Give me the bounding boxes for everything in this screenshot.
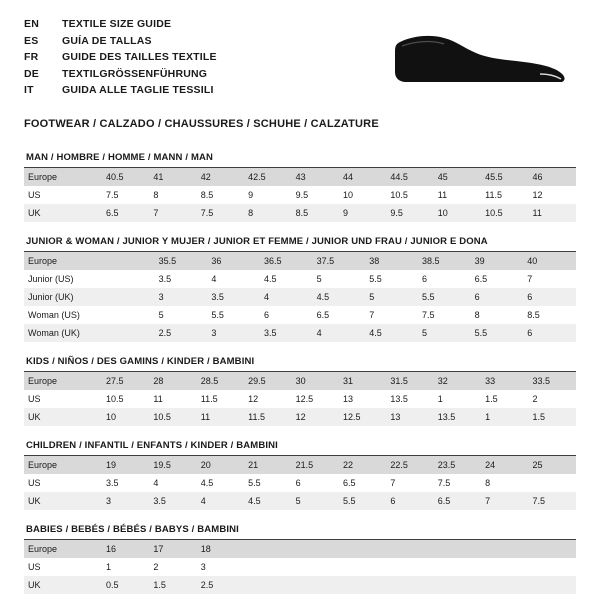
size-cell: 6.5 — [434, 492, 481, 510]
size-cell: 3.5 — [106, 478, 119, 488]
size-cell — [292, 576, 339, 594]
size-cell — [102, 270, 155, 288]
size-cell: 8.5 — [292, 204, 339, 222]
size-cell: 4 — [153, 478, 159, 488]
size-cell: 2 — [153, 562, 159, 572]
size-cell: 7 — [149, 204, 196, 222]
size-cell — [244, 576, 291, 594]
language-title: TEXTILE SIZE GUIDE — [62, 18, 172, 30]
size-cell: 28.5 — [197, 372, 244, 390]
row-label: Woman (UK) — [24, 324, 102, 342]
size-cell — [292, 558, 339, 576]
table-row — [24, 492, 576, 510]
table-row — [24, 168, 576, 186]
table-row — [24, 252, 576, 270]
size-cell: 21.5 — [292, 456, 339, 474]
language-code: DE — [24, 67, 39, 80]
size-cell: 6.5 — [316, 310, 330, 320]
size-cell — [529, 474, 576, 492]
size-cell: 3 — [102, 492, 149, 510]
language-title: GUIDE DES TAILLES TEXTILE — [62, 51, 217, 63]
size-cell: 18 — [197, 540, 244, 558]
size-cell: 32 — [434, 372, 481, 390]
size-cell: 7 — [481, 492, 528, 510]
size-cell: 1 — [481, 408, 528, 426]
language-row — [24, 66, 217, 83]
row-label: Europe — [24, 372, 102, 390]
size-cell: 33 — [481, 372, 528, 390]
size-cell: 38 — [365, 252, 418, 270]
size-cell: 6.5 — [342, 478, 356, 488]
size-cell — [102, 288, 155, 306]
size-cell — [434, 540, 481, 558]
size-cell — [102, 252, 155, 270]
row-label: US — [28, 478, 41, 488]
size-cell: 12 — [292, 408, 339, 426]
size-cell: 8 — [474, 310, 480, 320]
size-group-title: MAN / HOMBRE / HOMME / MANN / MAN — [24, 152, 576, 168]
size-cell: 5.5 — [248, 478, 261, 488]
size-cell — [386, 576, 433, 594]
row-label: Europe — [24, 252, 102, 270]
size-cell: 8.5 — [200, 190, 214, 200]
size-cell: 10 — [102, 408, 149, 426]
size-cell: 19 — [102, 456, 149, 474]
table-row — [24, 306, 576, 324]
size-cell — [434, 576, 481, 594]
row-label: Europe — [24, 540, 102, 558]
size-cell: 28 — [149, 372, 196, 390]
size-cell: 38.5 — [418, 252, 471, 270]
size-cell: 30 — [292, 372, 339, 390]
size-cell: 11 — [197, 408, 244, 426]
table-row — [24, 558, 576, 576]
size-cell: 29.5 — [244, 372, 291, 390]
size-cell: 6 — [523, 288, 576, 306]
size-cell — [529, 558, 576, 576]
size-cell: 6 — [263, 310, 269, 320]
size-cell: 43 — [292, 168, 339, 186]
size-cell — [292, 540, 339, 558]
row-label: US — [28, 562, 41, 572]
size-cell: 41 — [149, 168, 196, 186]
row-label: Europe — [24, 456, 102, 474]
size-cell: 4.5 — [244, 492, 291, 510]
size-cell: 7.5 — [197, 204, 244, 222]
size-table — [24, 252, 576, 342]
size-tables — [0, 152, 600, 594]
language-row — [24, 16, 217, 33]
size-cell — [481, 540, 528, 558]
size-cell: 3 — [200, 562, 206, 572]
size-cell: 4.5 — [263, 274, 277, 284]
size-cell: 6.5 — [102, 204, 149, 222]
size-cell: 5 — [316, 274, 322, 284]
size-cell: 7 — [390, 478, 396, 488]
size-cell: 3.5 — [149, 492, 196, 510]
size-cell: 8.5 — [527, 310, 540, 320]
language-title: GUÍA DE TALLAS — [62, 34, 152, 47]
size-group-title: BABIES / BEBÉS / BÉBÉS / BABYS / BAMBINI — [24, 524, 576, 540]
language-code: EN — [24, 18, 39, 30]
size-cell: 4.5 — [365, 324, 418, 342]
size-cell: 11.5 — [200, 394, 218, 404]
size-cell: 12 — [248, 394, 259, 404]
size-cell: 11 — [437, 190, 448, 200]
size-cell — [481, 558, 528, 576]
size-cell: 6 — [523, 324, 576, 342]
language-row — [24, 49, 217, 66]
size-cell: 20 — [197, 456, 244, 474]
size-cell: 6 — [421, 274, 427, 284]
size-cell: 13 — [342, 394, 353, 404]
size-cell — [102, 306, 155, 324]
row-label: US — [28, 190, 41, 200]
size-cell — [434, 558, 481, 576]
size-cell: 11.5 — [244, 408, 291, 426]
size-cell: 5 — [365, 288, 418, 306]
language-row — [24, 82, 217, 99]
size-cell: 5.5 — [369, 274, 382, 284]
size-cell: 1.5 — [149, 576, 196, 594]
size-cell: 11 — [529, 204, 576, 222]
size-table — [24, 168, 576, 222]
size-cell: 31 — [339, 372, 386, 390]
table-row — [24, 474, 576, 492]
size-cell: 4.5 — [313, 288, 366, 306]
size-cell — [529, 540, 576, 558]
size-cell — [339, 540, 386, 558]
size-group-title: KIDS / NIÑOS / DES GAMINS / KINDER / BAMBINI — [24, 356, 576, 372]
size-cell: 45 — [434, 168, 481, 186]
size-cell — [339, 576, 386, 594]
size-cell: 1 — [106, 562, 112, 572]
language-title-list — [24, 16, 217, 99]
size-cell: 5.5 — [471, 324, 524, 342]
size-cell: 21 — [244, 456, 291, 474]
size-cell — [481, 576, 528, 594]
size-cell: 12.5 — [339, 408, 386, 426]
size-cell: 11.5 — [485, 190, 502, 200]
size-cell: 2.5 — [155, 324, 208, 342]
size-cell: 3 — [155, 288, 208, 306]
size-cell: 2.5 — [197, 576, 244, 594]
size-cell: 22 — [339, 456, 386, 474]
size-cell: 7.5 — [421, 310, 435, 320]
size-cell: 44.5 — [386, 168, 433, 186]
language-code: FR — [24, 51, 39, 63]
table-row — [24, 204, 576, 222]
row-label: UK — [24, 204, 102, 222]
size-cell: 36 — [207, 252, 260, 270]
size-cell: 40 — [523, 252, 576, 270]
size-cell: 37.5 — [313, 252, 366, 270]
size-group-title: JUNIOR & WOMAN / JUNIOR Y MUJER / JUNIOR ET FEMME / JUNIOR UND FRAU / JUNIOR E DONA — [24, 236, 576, 252]
size-group — [24, 152, 576, 222]
language-code: IT — [24, 84, 34, 96]
table-row — [24, 186, 576, 204]
row-label: UK — [24, 576, 102, 594]
size-cell: 19.5 — [149, 456, 196, 474]
size-cell: 6 — [386, 492, 433, 510]
size-cell: 10.5 — [149, 408, 196, 426]
size-cell: 24 — [481, 456, 528, 474]
size-group-title: CHILDREN / INFANTIL / ENFANTS / KINDER / BAMBINI — [24, 440, 576, 456]
size-cell — [102, 324, 155, 342]
size-cell: 46 — [529, 168, 576, 186]
size-table — [24, 540, 576, 594]
size-cell: 7 — [527, 274, 533, 284]
size-cell: 7.5 — [529, 492, 576, 510]
size-cell: 0.5 — [102, 576, 149, 594]
size-cell: 4 — [313, 324, 366, 342]
size-cell — [386, 540, 433, 558]
size-cell: 33.5 — [529, 372, 576, 390]
row-label: UK — [24, 408, 102, 426]
table-row — [24, 390, 576, 408]
size-cell: 44 — [339, 168, 386, 186]
row-label: Junior (UK) — [24, 288, 102, 306]
size-cell: 9 — [248, 190, 254, 200]
size-cell: 13.5 — [434, 408, 481, 426]
size-cell: 13.5 — [390, 394, 408, 404]
table-row — [24, 576, 576, 594]
size-group — [24, 356, 576, 426]
table-row — [24, 408, 576, 426]
size-cell: 4.5 — [200, 478, 214, 488]
size-cell: 12.5 — [295, 394, 314, 404]
size-cell: 10 — [342, 190, 353, 200]
row-label: Junior (US) — [28, 274, 74, 284]
size-cell: 1.5 — [485, 394, 498, 404]
size-cell: 10.5 — [390, 190, 408, 200]
size-cell: 45.5 — [481, 168, 528, 186]
document-header — [0, 0, 600, 110]
language-title: GUIDA ALLE TAGLIE TESSILI — [62, 84, 214, 96]
size-cell: 3.5 — [158, 274, 172, 284]
size-cell: 7.5 — [106, 190, 119, 200]
size-cell: 39 — [471, 252, 524, 270]
size-cell: 4 — [260, 288, 313, 306]
size-cell: 7 — [369, 310, 375, 320]
size-cell: 9.5 — [295, 190, 309, 200]
size-cell: 10 — [434, 204, 481, 222]
size-table — [24, 372, 576, 426]
size-cell: 35.5 — [155, 252, 208, 270]
size-group — [24, 440, 576, 510]
size-cell: 6.5 — [474, 274, 488, 284]
size-cell — [529, 576, 576, 594]
size-cell: 5.5 — [339, 492, 386, 510]
size-cell: 8 — [244, 204, 291, 222]
size-cell: 5.5 — [418, 288, 471, 306]
size-cell: 16 — [102, 540, 149, 558]
size-cell: 17 — [149, 540, 196, 558]
size-cell: 5.5 — [211, 310, 224, 320]
size-cell: 27.5 — [102, 372, 149, 390]
size-cell: 2 — [532, 394, 538, 404]
size-cell: 11 — [153, 394, 163, 404]
size-cell: 31.5 — [386, 372, 433, 390]
row-label: US — [28, 394, 41, 404]
size-group — [24, 236, 576, 342]
category-title: FOOTWEAR / CALZADO / CHAUSSURES / SCHUHE / CALZATURE — [24, 118, 379, 130]
size-cell: 3 — [207, 324, 260, 342]
size-cell: 6 — [295, 478, 301, 488]
size-cell: 42 — [197, 168, 244, 186]
language-row — [24, 33, 217, 50]
size-cell — [386, 558, 433, 576]
size-cell: 5 — [418, 324, 471, 342]
size-cell: 40.5 — [102, 168, 149, 186]
dress-shoe-icon — [390, 26, 570, 88]
language-code: ES — [24, 34, 39, 47]
size-cell: 4 — [197, 492, 244, 510]
table-row — [24, 270, 576, 288]
size-cell: 25 — [529, 456, 576, 474]
table-row — [24, 324, 576, 342]
table-row — [24, 288, 576, 306]
size-table — [24, 456, 576, 510]
size-cell: 9.5 — [386, 204, 433, 222]
size-cell: 42.5 — [244, 168, 291, 186]
size-cell: 23.5 — [434, 456, 481, 474]
size-cell: 12 — [532, 190, 543, 200]
size-cell: 13 — [386, 408, 433, 426]
size-cell: 10.5 — [481, 204, 528, 222]
size-cell — [244, 540, 291, 558]
size-cell: 22.5 — [386, 456, 433, 474]
size-cell: 8 — [153, 190, 159, 200]
row-label: Europe — [24, 168, 102, 186]
table-row — [24, 540, 576, 558]
size-cell: 9 — [339, 204, 386, 222]
row-label: Woman (US) — [28, 310, 80, 320]
size-cell: 3.5 — [207, 288, 260, 306]
size-cell: 4 — [211, 274, 217, 284]
size-cell: 3.5 — [260, 324, 313, 342]
size-cell: 36.5 — [260, 252, 313, 270]
size-group — [24, 524, 576, 594]
size-cell: 1.5 — [529, 408, 576, 426]
table-row — [24, 456, 576, 474]
size-cell: 10.5 — [106, 394, 124, 404]
row-label: UK — [24, 492, 102, 510]
size-cell: 1 — [437, 394, 443, 404]
size-cell — [339, 558, 386, 576]
size-cell: 8 — [485, 478, 491, 488]
size-cell: 6 — [471, 288, 524, 306]
size-cell: 7.5 — [437, 478, 451, 488]
table-row — [24, 372, 576, 390]
size-cell: 5 — [158, 310, 164, 320]
language-title: TEXTILGRÖSSENFÜHRUNG — [62, 67, 208, 80]
size-cell — [244, 558, 291, 576]
size-cell: 5 — [292, 492, 339, 510]
